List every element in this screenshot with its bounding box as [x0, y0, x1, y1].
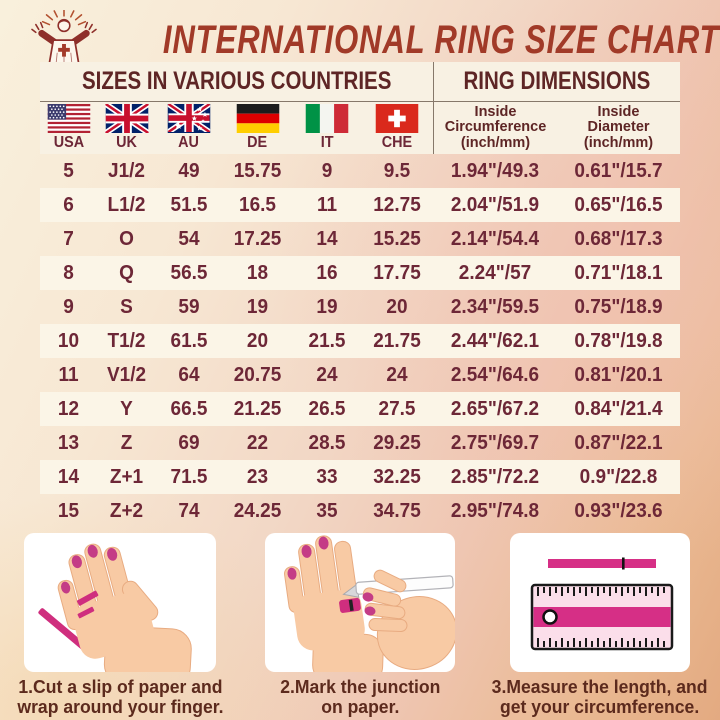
table-row [40, 460, 680, 494]
table-cell: 12.75 [373, 193, 421, 216]
table-cell: 8 [63, 261, 74, 284]
table-cell: 0.81"/20.1 [574, 363, 663, 386]
table-cell: 0.78"/19.8 [574, 329, 663, 352]
table-cell: 15.75 [233, 159, 282, 182]
table-cell: 11 [58, 363, 79, 386]
table-cell: 2.34"/59.5 [450, 295, 540, 318]
column-label: UK [116, 134, 137, 151]
table-cell: 0.71"/18.1 [574, 261, 663, 284]
table-cell: 51.5 [170, 193, 208, 216]
table-cell: Z [120, 431, 133, 454]
table-cell: Z+1 [109, 465, 144, 488]
page-title: INTERNATIONAL RING SIZE CHART [162, 18, 720, 62]
table-cell: 15 [57, 499, 80, 522]
table-cell: 18 [246, 261, 269, 284]
table-cell: 1.94"/49.3 [450, 159, 540, 182]
usa-flag-icon [47, 104, 91, 133]
table-cell: 21.5 [308, 329, 346, 352]
column-usa [40, 102, 97, 154]
column-che [361, 102, 433, 154]
table-cell: 14 [57, 465, 80, 488]
table-cell: 0.9"/22.8 [579, 465, 658, 488]
table-cell: 10 [57, 329, 80, 352]
mark-junction-illustration [265, 533, 455, 672]
table-row [40, 290, 680, 324]
table-row [40, 188, 680, 222]
table-cell: 0.84"/21.4 [574, 397, 663, 420]
column-au [156, 102, 222, 154]
table-cell: 19 [246, 295, 269, 318]
table-cell: 21.75 [373, 329, 421, 352]
table-row [40, 494, 680, 528]
instruction-caption-3: 3.Measure the length, and get your circumference. [492, 676, 708, 718]
table-cell: 2.14"/54.4 [450, 227, 540, 250]
germany-flag-icon [236, 104, 280, 133]
instruction-step-3 [486, 533, 713, 718]
table-cell: Q [119, 261, 134, 284]
size-table-rows [40, 154, 680, 528]
table-row [40, 358, 680, 392]
table-cell: 24 [316, 363, 338, 386]
switzerland-flag-icon [375, 104, 419, 133]
table-cell: 11 [316, 193, 338, 216]
section-header-sizes: SIZES IN VARIOUS COUNTRIES [40, 62, 433, 102]
table-cell: 54 [178, 227, 200, 250]
section-header-row [40, 62, 680, 102]
column-inside-diameter: Inside Diameter (inch/mm) [583, 103, 654, 151]
table-cell: 2.85"/72.2 [450, 465, 540, 488]
table-cell: 64 [178, 363, 200, 386]
hand-paper-strip-illustration [24, 533, 216, 672]
instructions [0, 533, 720, 718]
table-cell: 32.25 [373, 465, 421, 488]
table-cell: 20.75 [233, 363, 282, 386]
column-header-row [40, 102, 680, 154]
table-cell: 6 [63, 193, 74, 216]
italy-flag-icon [305, 104, 349, 133]
table-cell: 24 [386, 363, 408, 386]
table-row [40, 154, 680, 188]
table-cell: 2.04"/51.9 [450, 193, 540, 216]
table-cell: 9 [321, 159, 333, 182]
table-cell: T1/2 [107, 329, 146, 352]
table-cell: 23 [246, 465, 269, 488]
table-cell: O [119, 227, 134, 250]
table-cell: 2.65"/67.2 [450, 397, 540, 420]
table-cell: 0.75"/18.9 [574, 295, 663, 318]
table-cell: 69 [178, 431, 200, 454]
table-cell: 17.75 [373, 261, 421, 284]
column-it [293, 102, 361, 154]
table-cell: 66.5 [170, 397, 208, 420]
instruction-step-1 [12, 533, 229, 718]
table-cell: 26.5 [308, 397, 346, 420]
table-cell: 5 [63, 159, 74, 182]
table-cell: 71.5 [170, 465, 208, 488]
table-cell: 16.5 [239, 193, 276, 216]
table-cell: 35 [316, 499, 338, 522]
table-cell: 33 [316, 465, 338, 488]
size-table [40, 62, 680, 528]
column-label: USA [53, 134, 84, 151]
table-cell: 0.93"/23.6 [574, 499, 663, 522]
column-uk [97, 102, 156, 154]
table-cell: 20 [246, 329, 269, 352]
table-cell: 74 [178, 499, 200, 522]
table-cell: Z+2 [109, 499, 144, 522]
table-row [40, 392, 680, 426]
table-cell: 59 [178, 295, 200, 318]
australia-flag-icon [167, 104, 211, 133]
table-cell: 0.68"/17.3 [574, 227, 663, 250]
table-cell: 15.25 [373, 227, 421, 250]
instruction-step-2 [265, 533, 455, 718]
title-bar [0, 6, 720, 66]
table-cell: 14 [316, 227, 338, 250]
table-cell: V1/2 [106, 363, 147, 386]
table-cell: Y [120, 397, 133, 420]
table-cell: 24.25 [233, 499, 282, 522]
table-cell: 28.5 [308, 431, 346, 454]
table-row [40, 256, 680, 290]
table-cell: 56.5 [170, 261, 208, 284]
table-cell: 2.95"/74.8 [450, 499, 540, 522]
table-cell: 61.5 [170, 329, 208, 352]
table-cell: J1/2 [108, 159, 145, 182]
table-row [40, 324, 680, 358]
table-cell: 19 [316, 295, 338, 318]
table-row [40, 222, 680, 256]
table-cell: 12 [57, 397, 80, 420]
column-label: CHE [381, 134, 413, 151]
table-cell: 29.25 [373, 431, 421, 454]
table-cell: 34.75 [373, 499, 421, 522]
table-cell: 20 [386, 295, 408, 318]
table-cell: 21.25 [233, 397, 282, 420]
table-cell: L1/2 [107, 193, 146, 216]
table-cell: 13 [57, 431, 80, 454]
section-header-dimensions: RING DIMENSIONS [433, 62, 680, 102]
table-cell: 2.44"/62.1 [450, 329, 540, 352]
uk-flag-icon [105, 104, 149, 133]
table-cell: 27.5 [378, 397, 416, 420]
column-label: DE [247, 134, 268, 151]
table-cell: 22 [246, 431, 269, 454]
instruction-caption-2: 2.Mark the junction on paper. [279, 676, 441, 718]
table-cell: 0.65"/16.5 [574, 193, 663, 216]
table-cell: S [120, 295, 133, 318]
instruction-caption-1: 1.Cut a slip of paper and wrap around your finger. [16, 676, 224, 718]
table-cell: 2.24"/57 [458, 261, 532, 284]
table-cell: 17.25 [233, 227, 282, 250]
column-inside-circumference: Inside Circumference (inch/mm) [433, 102, 557, 154]
table-cell: 2.75"/69.7 [450, 431, 540, 454]
table-cell: 0.61"/15.7 [574, 159, 663, 182]
column-de [222, 102, 293, 154]
table-row [40, 426, 680, 460]
table-cell: 16 [316, 261, 338, 284]
table-cell: 49 [178, 159, 200, 182]
ruler-measure-illustration [510, 533, 690, 672]
table-cell: 9 [63, 295, 74, 318]
table-cell: 9.5 [383, 159, 411, 182]
table-cell: 0.87"/22.1 [574, 431, 663, 454]
column-label: IT [320, 134, 334, 151]
table-cell: 2.54"/64.6 [450, 363, 540, 386]
column-label: AU [178, 134, 200, 151]
table-cell: 7 [63, 227, 74, 250]
